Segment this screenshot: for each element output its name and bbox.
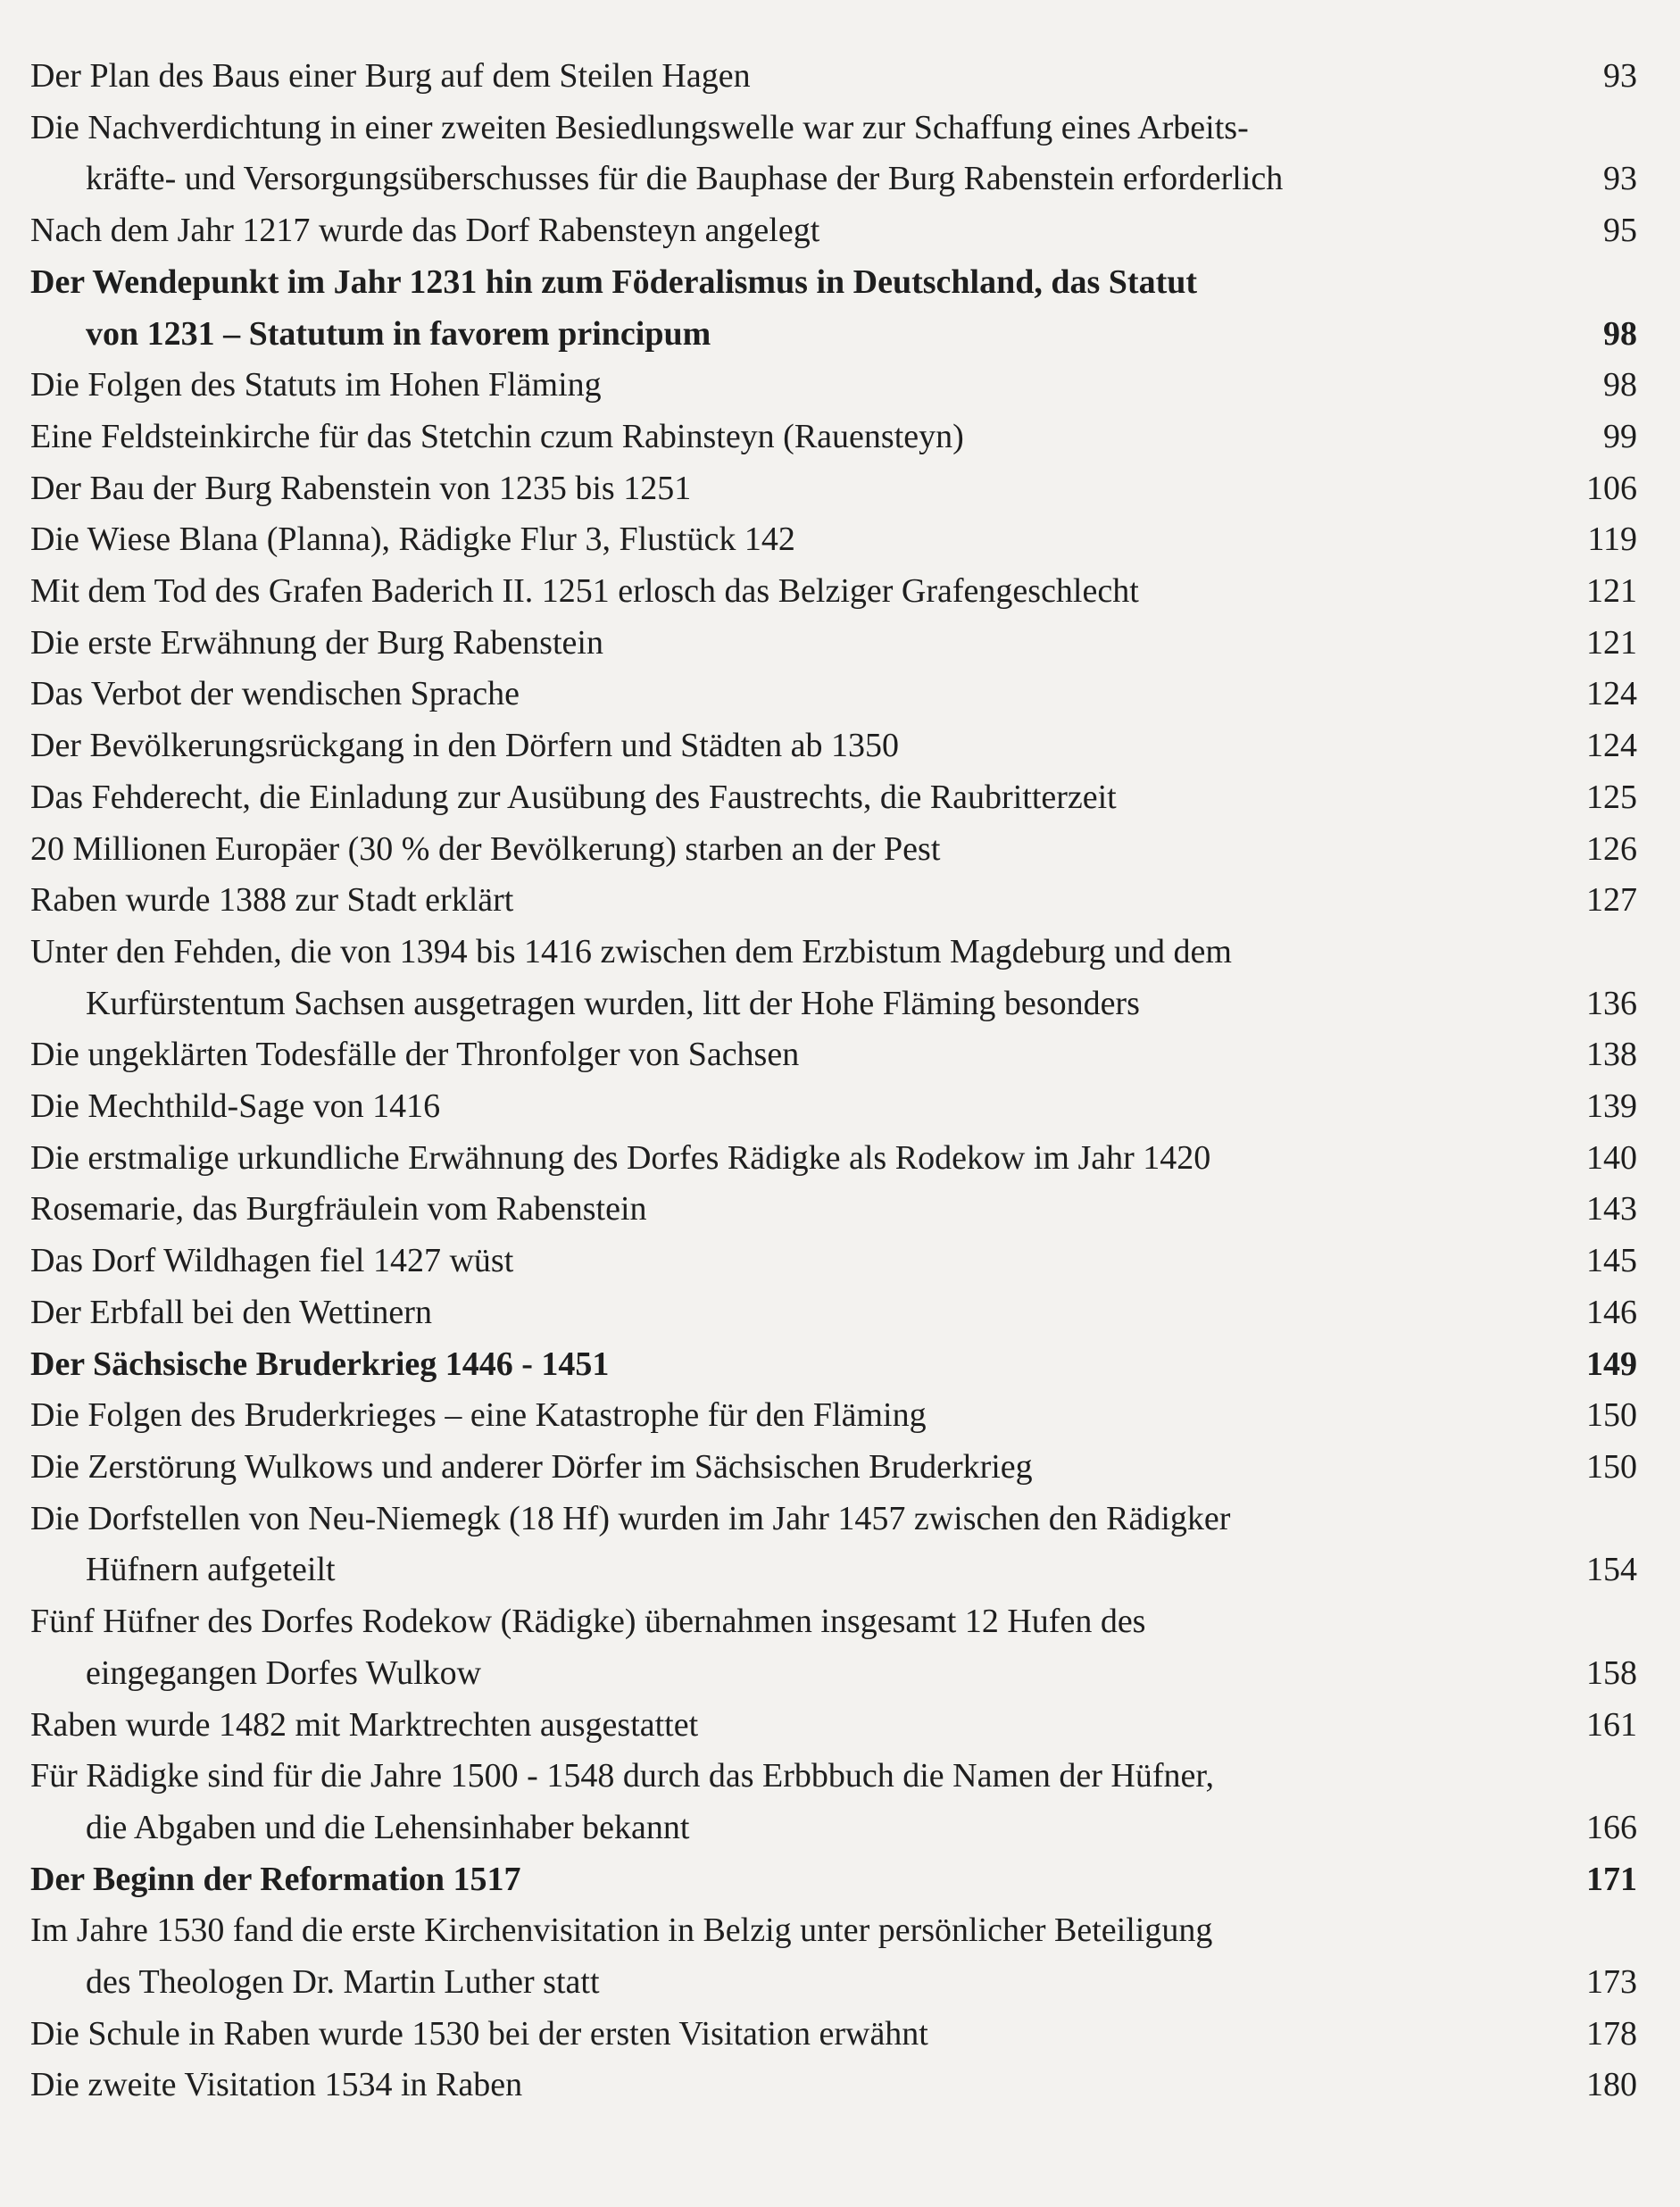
toc-page-number: 138 [1586, 1036, 1637, 1074]
toc-section-heading [30, 1854, 1637, 1906]
toc-entry-title: Die Mechthild-Sage von 1416 [30, 1087, 441, 1126]
toc-entry-title: Eine Feldsteinkirche für das Stetchin czum Rabinsteyn (Rauensteyn) [30, 417, 964, 455]
toc-entry-title: Der Wendepunkt im Jahr 1231 hin zum Föderalismus in Deutschland, das Statut [30, 262, 1198, 301]
toc-entry-title: Die zweite Visitation 1534 in Raben [30, 2066, 523, 2104]
toc-entry-title: Nach dem Jahr 1217 wurde das Dorf Rabensteyn angelegt [30, 212, 820, 250]
toc-page-number: 139 [1586, 1087, 1637, 1126]
toc-entry [30, 2009, 1637, 2061]
toc-entry [30, 1081, 1637, 1133]
toc-page-number: 145 [1586, 1242, 1637, 1280]
toc-entry-title: Die erste Erwähnung der Burg Rabenstein [30, 623, 603, 662]
toc-entry [30, 669, 1637, 720]
toc-page-number: 146 [1586, 1293, 1637, 1331]
toc-page-number: 150 [1586, 1396, 1637, 1435]
toc-entry-title-continuation: von 1231 – Statutum in favorem principum [86, 314, 711, 353]
toc-entry-title: Die Dorfstellen von Neu-Niemegk (18 Hf) wurden im Jahr 1457 zwischen den Rädigker [30, 1499, 1231, 1537]
toc-entry [30, 1905, 1637, 2008]
toc-entry-title: Raben wurde 1388 zur Stadt erklärt [30, 881, 514, 920]
toc-entry [30, 412, 1637, 463]
toc-section-heading [30, 1339, 1637, 1391]
toc-entry-title-continuation: Hüfnern aufgeteilt [86, 1551, 336, 1589]
toc-entry [30, 1133, 1637, 1185]
toc-page-number: 98 [1603, 314, 1637, 353]
toc-page-number: 93 [1603, 57, 1637, 95]
toc-entry-title: Der Erbfall bei den Wettinern [30, 1293, 432, 1331]
toc-entry [30, 1494, 1637, 1596]
toc-entry-title: Im Jahre 1530 fand die erste Kirchenvisitation in Belzig unter persönlicher Beteiligung [30, 1911, 1213, 1950]
toc-entry [30, 927, 1637, 1029]
toc-page-number: 106 [1586, 469, 1637, 507]
toc-page-number: 161 [1586, 1705, 1637, 1744]
toc-page-number: 180 [1586, 2066, 1637, 2104]
toc-page-number: 171 [1586, 1860, 1637, 1898]
toc-entry [30, 824, 1637, 876]
toc-entry-title: Mit dem Tod des Grafen Baderich II. 1251 erlosch das Belziger Grafengeschlecht [30, 572, 1139, 611]
toc-entry [30, 463, 1637, 515]
toc-entry [30, 772, 1637, 824]
toc-entry-title: Der Sächsische Bruderkrieg 1446 - 1451 [30, 1345, 610, 1383]
toc-page-number: 125 [1586, 778, 1637, 816]
toc-page-number: 143 [1586, 1190, 1637, 1228]
toc-entry [30, 1029, 1637, 1081]
toc-entry-title: Für Rädigke sind für die Jahre 1500 - 1548 durch das Erbbbuch die Namen der Hüfner, [30, 1757, 1215, 1795]
toc-entry-title-continuation: des Theologen Dr. Martin Luther statt [86, 1963, 600, 2002]
toc-entry-title: Der Bau der Burg Rabenstein von 1235 bis 1251 [30, 469, 692, 507]
toc-entry-title: 20 Millionen Europäer (30 % der Bevölkerung) starben an der Pest [30, 829, 941, 868]
toc-page-number: 124 [1586, 675, 1637, 713]
toc-entry-title: Die Nachverdichtung in einer zweiten Besiedlungswelle war zur Schaffung eines Arbeits- [30, 108, 1249, 146]
toc-entry [30, 1390, 1637, 1442]
toc-section-heading [30, 257, 1637, 360]
toc-entry [30, 1442, 1637, 1494]
toc-page-number: 98 [1603, 366, 1637, 404]
toc-page-number: 136 [1586, 984, 1637, 1022]
toc-entry [30, 514, 1637, 566]
toc-page-number: 93 [1603, 160, 1637, 198]
toc-entry [30, 2060, 1637, 2111]
toc-page-number: 119 [1587, 521, 1637, 559]
toc-entry [30, 1596, 1637, 1699]
toc-page-number: 150 [1586, 1447, 1637, 1486]
toc-entry [30, 1287, 1637, 1339]
toc-entry [30, 1700, 1637, 1752]
toc-entry [30, 1184, 1637, 1236]
toc-page-number: 158 [1586, 1653, 1637, 1692]
toc-entry-title: Fünf Hüfner des Dorfes Rodekow (Rädigke) übernahmen insgesamt 12 Hufen des [30, 1603, 1146, 1641]
toc-page-number: 126 [1586, 829, 1637, 868]
toc-entry-title: Der Beginn der Reformation 1517 [30, 1860, 521, 1898]
toc-page-number: 124 [1586, 727, 1637, 765]
toc-page-number: 99 [1603, 417, 1637, 455]
toc-entry-title: Die ungeklärten Todesfälle der Thronfolger von Sachsen [30, 1036, 800, 1074]
toc-entry [30, 360, 1637, 412]
toc-entry-title-continuation: die Abgaben und die Lehensinhaber bekannt [86, 1808, 690, 1846]
toc-entry [30, 51, 1637, 103]
toc-page-number: 173 [1586, 1963, 1637, 2002]
toc-entry [30, 875, 1637, 927]
toc-entry [30, 1751, 1637, 1853]
toc-page-number: 166 [1586, 1808, 1637, 1846]
toc-entry-title: Raben wurde 1482 mit Marktrechten ausgestattet [30, 1705, 699, 1744]
toc-entry-title: Das Dorf Wildhagen fiel 1427 wüst [30, 1242, 514, 1280]
toc-entry-title: Die Schule in Raben wurde 1530 bei der ersten Visitation erwähnt [30, 2014, 928, 2053]
table-of-contents [30, 51, 1637, 2111]
toc-entry-title: Die Folgen des Statuts im Hohen Fläming [30, 366, 602, 404]
toc-entry-title: Das Verbot der wendischen Sprache [30, 675, 520, 713]
toc-entry [30, 720, 1637, 772]
toc-page-number: 121 [1586, 572, 1637, 611]
toc-page-number: 127 [1586, 881, 1637, 920]
toc-page-number: 149 [1586, 1345, 1637, 1383]
toc-entry-title: Der Bevölkerungsrückgang in den Dörfern und Städten ab 1350 [30, 727, 899, 765]
toc-entry [30, 103, 1637, 205]
toc-entry-title-continuation: eingegangen Dorfes Wulkow [86, 1653, 482, 1692]
toc-page-number: 95 [1603, 212, 1637, 250]
toc-entry [30, 1236, 1637, 1287]
toc-entry-title: Die Folgen des Bruderkrieges – eine Katastrophe für den Fläming [30, 1396, 927, 1435]
toc-entry-title: Die Wiese Blana (Planna), Rädigke Flur 3, Flustück 142 [30, 521, 795, 559]
toc-page-number: 178 [1586, 2014, 1637, 2053]
toc-entry-title: Das Fehderecht, die Einladung zur Ausübung des Faustrechts, die Raubritterzeit [30, 778, 1117, 816]
toc-page-number: 121 [1586, 623, 1637, 662]
toc-page-number: 140 [1586, 1138, 1637, 1177]
toc-entry-title: Unter den Fehden, die von 1394 bis 1416 zwischen dem Erzbistum Magdeburg und dem [30, 932, 1232, 970]
toc-entry [30, 566, 1637, 618]
toc-entry-title-continuation: Kurfürstentum Sachsen ausgetragen wurden, litt der Hohe Fläming besonders [86, 984, 1140, 1022]
toc-entry-title: Die erstmalige urkundliche Erwähnung des Dorfes Rädigke als Rodekow im Jahr 1420 [30, 1138, 1211, 1177]
toc-entry-title: Rosemarie, das Burgfräulein vom Rabenstein [30, 1190, 647, 1228]
toc-entry-title: Der Plan des Baus einer Burg auf dem Steilen Hagen [30, 57, 751, 95]
toc-entry [30, 205, 1637, 257]
toc-entry-title-continuation: kräfte- und Versorgungsüberschusses für die Bauphase der Burg Rabenstein erforderlich [86, 160, 1284, 198]
toc-entry [30, 618, 1637, 670]
toc-entry-title: Die Zerstörung Wulkows und anderer Dörfer im Sächsischen Bruderkrieg [30, 1447, 1033, 1486]
toc-page-number: 154 [1586, 1551, 1637, 1589]
